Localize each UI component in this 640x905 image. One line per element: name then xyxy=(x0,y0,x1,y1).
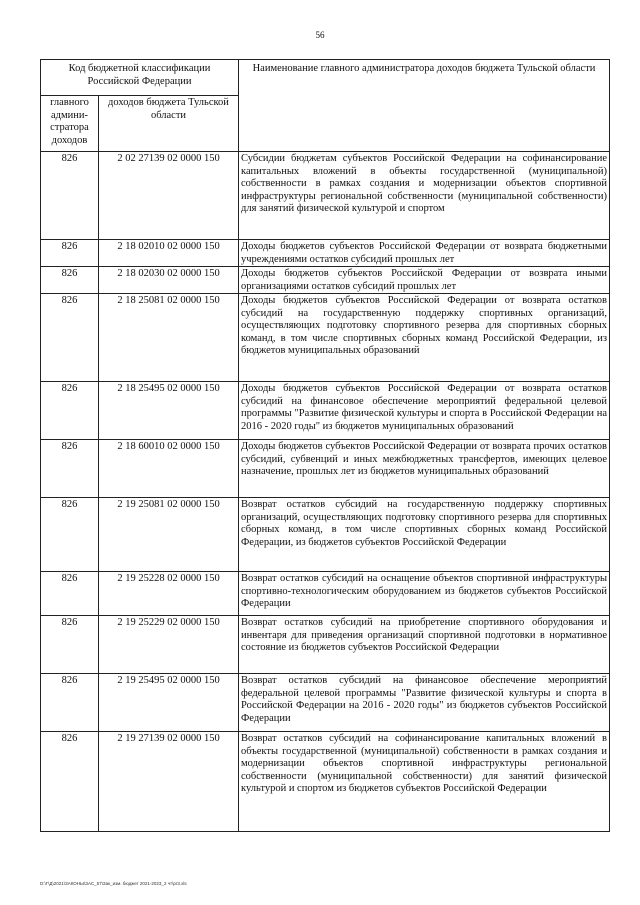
income-name-cell: Доходы бюджетов субъектов Российской Федерации от возврата прочих остатков субсидий, субвенций и иных межбюджетных трансфертов, имеющих целевое назначение, прошлых лет из бюджетов муниципальных образований xyxy=(239,440,610,498)
table-row xyxy=(41,440,610,498)
admin-name-header: Наименование главного администратора доходов бюджета Тульской области xyxy=(239,60,610,152)
income-name-cell: Возврат остатков субсидий на финансовое обеспечение мероприятий федеральной целевой программы "Развитие физической культуры и спорта в Российской Федерации на 2016 - 2020 годы" из бюджетов субъектов Российской Федерации xyxy=(239,674,610,732)
income-name-cell: Субсидии бюджетам субъектов Российской Федерации на софинансирование капитальных вложений в объекты государственной (муниципальной) собственности в рамках создания и модернизации объектов спортивной инфраструктуры региональной собственности (муниципальной собственности) для занятий физической культурой и спортом xyxy=(239,152,610,240)
table-row xyxy=(41,674,610,732)
income-code-cell: 2 19 25229 02 0000 150 xyxy=(99,616,239,674)
income-code-cell: 2 18 25495 02 0000 150 xyxy=(99,382,239,440)
table-row xyxy=(41,616,610,674)
admin-code-cell: 826 xyxy=(41,440,99,498)
income-name-cell: Возврат остатков субсидий на приобретение спортивного оборудования и инвентаря для приведения организаций спортивной подготовки в нормативное состояние из бюджетов субъектов Российской Федерации xyxy=(239,616,610,674)
admin-code-cell: 826 xyxy=(41,572,99,616)
admin-code-cell: 826 xyxy=(41,294,99,382)
admin-code-cell: 826 xyxy=(41,152,99,240)
table-row xyxy=(41,267,610,294)
income-name-cell: Доходы бюджетов субъектов Российской Федерации от возврата иными организациями остатков субсидий прошлых лет xyxy=(239,267,610,294)
income-column-header: доходов бюджета Тульской области xyxy=(99,96,239,152)
table-row xyxy=(41,572,610,616)
admin-code-cell: 826 xyxy=(41,267,99,294)
income-code-cell: 2 02 27139 02 0000 150 xyxy=(99,152,239,240)
income-code-cell: 2 19 25228 02 0000 150 xyxy=(99,572,239,616)
income-code-cell: 2 18 25081 02 0000 150 xyxy=(99,294,239,382)
income-name-cell: Возврат остатков субсидий на оснащение объектов спортивной инфраструктуры спортивно-технологическим оборудованием из бюджетов субъектов Российской Федерации xyxy=(239,572,610,616)
income-code-cell: 2 18 02010 02 0000 150 xyxy=(99,240,239,267)
income-code-cell: 2 19 25081 02 0000 150 xyxy=(99,498,239,572)
admin-code-cell: 826 xyxy=(41,732,99,832)
income-name-cell: Доходы бюджетов субъектов Российской Федерации от возврата остатков субсидий на финансовое обеспечение мероприятий федеральной целевой программы "Развитие физической культуры и спорта в Российской Федерации на 2016 - 2020 годы" из бюджетов муниципальных образований xyxy=(239,382,610,440)
income-code-cell: 2 18 60010 02 0000 150 xyxy=(99,440,239,498)
admin-code-cell: 826 xyxy=(41,616,99,674)
admin-column-header: главного админи-стратора доходов xyxy=(41,96,99,152)
admin-code-cell: 826 xyxy=(41,498,99,572)
table-row xyxy=(41,382,610,440)
budget-classification-table xyxy=(40,59,610,832)
table-row xyxy=(41,732,610,832)
footer-file-path: D:\Г\Д\2021\ЗАКОНЫ\ЗАС_57\Зак_изм. бюджет 2021-2023_2 чт\pr3.xls xyxy=(40,881,187,886)
page-number: 56 xyxy=(315,30,325,40)
income-name-cell: Доходы бюджетов субъектов Российской Федерации от возврата остатков субсидий на государственную поддержку спортивных организаций, осуществляющих подготовку спортивного резерва для спортивных сборных команд, в том числе спортивных сборных команд Российской Федерации, из бюджетов муниципальных образований xyxy=(239,294,610,382)
admin-code-cell: 826 xyxy=(41,382,99,440)
admin-code-cell: 826 xyxy=(41,674,99,732)
table-row xyxy=(41,294,610,382)
table-row xyxy=(41,240,610,267)
income-code-cell: 2 19 25495 02 0000 150 xyxy=(99,674,239,732)
income-code-cell: 2 18 02030 02 0000 150 xyxy=(99,267,239,294)
classification-header: Код бюджетной классификации Российской Федерации xyxy=(41,60,239,96)
table-row xyxy=(41,498,610,572)
admin-code-cell: 826 xyxy=(41,240,99,267)
table-row xyxy=(41,152,610,240)
income-name-cell: Доходы бюджетов субъектов Российской Федерации от возврата бюджетными учреждениями остатков субсидий прошлых лет xyxy=(239,240,610,267)
income-name-cell: Возврат остатков субсидий на государственную поддержку спортивных организаций, осуществляющих подготовку спортивного резерва для спортивных сборных команд, в том числе спортивных сборных команд Российской Федерации, из бюджетов субъектов Российской Федерации xyxy=(239,498,610,572)
income-name-cell: Возврат остатков субсидий на софинансирование капитальных вложений в объекты государственной (муниципальной) собственности в рамках создания и модернизации объектов спортивной инфраструктуры региональной собственности (муниципальной собственности) для занятий физической культурой и спортом из бюджетов субъектов Российской Федерации xyxy=(239,732,610,832)
income-code-cell: 2 19 27139 02 0000 150 xyxy=(99,732,239,832)
table-body xyxy=(41,152,610,832)
